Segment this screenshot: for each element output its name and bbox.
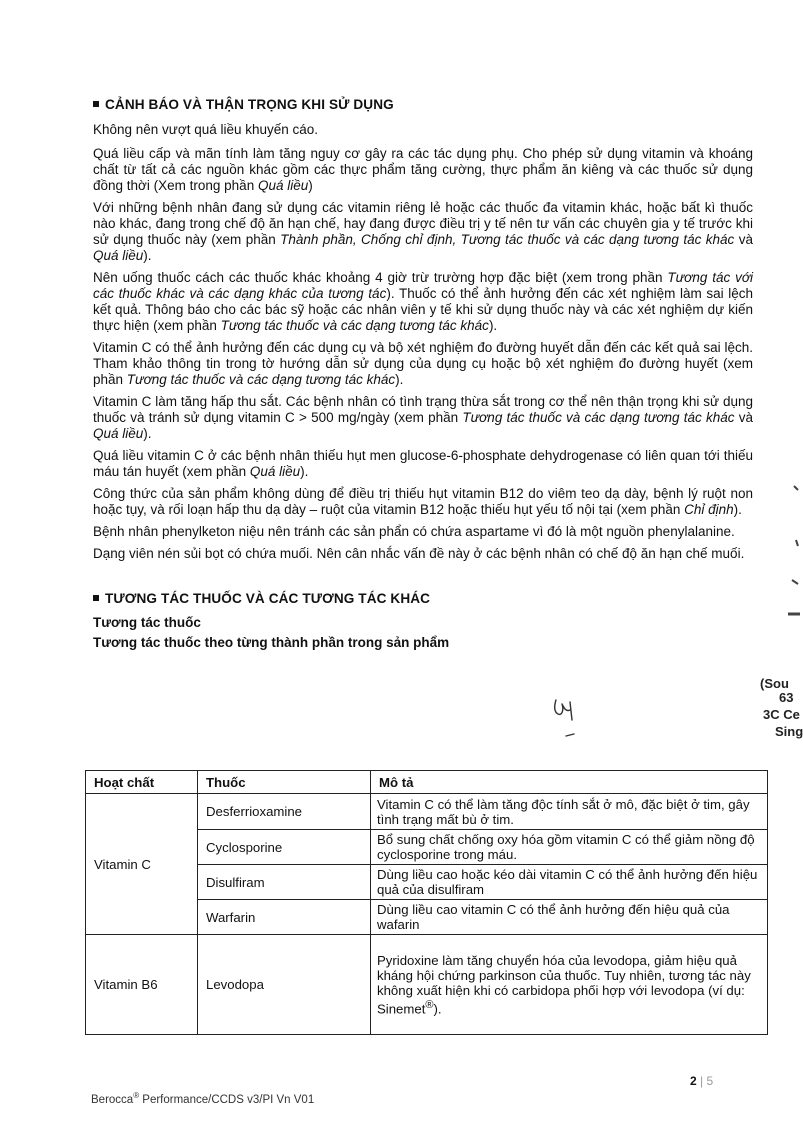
margin-stamp-text: Sing	[775, 724, 803, 739]
margin-scan-marks	[784, 480, 800, 620]
table-cell-active-ingredient: Vitamin C	[86, 794, 198, 935]
table-row	[86, 935, 768, 1035]
table-cell-drug: Desferrioxamine	[198, 794, 371, 830]
paragraph: Nên uống thuốc cách các thuốc khác khoảng 4 giờ trừ trường hợp đặc biệt (xem trong phần Tương tác với các thuốc khác và các dạng khác của tương tác). Thuốc có thể ảnh hưởng đến các xét nghiệm làm sai lệch kết quả. Thông báo cho các bác sỹ hoặc các nhân viên y tế khi sử dụng thuốc này và các xét nghiệm dự kiến thực hiện (xem phần Tương tác thuốc và các dạng tương tác khác).	[93, 270, 753, 333]
table-cell-description: Dùng liều cao vitamin C có thể ảnh hưởng đến hiệu quả của wafarin	[371, 900, 768, 935]
section-heading-interactions	[93, 590, 753, 608]
handwritten-initial-signature	[548, 694, 592, 740]
bullet-square-icon	[93, 595, 99, 601]
section-title-text: TƯƠNG TÁC THUỐC VÀ CÁC TƯƠNG TÁC KHÁC	[105, 591, 431, 606]
table-cell-description: Bổ sung chất chống oxy hóa gồm vitamin C có thể giảm nồng độ cyclosporine trong máu.	[371, 830, 768, 865]
paragraph: Quá liều vitamin C ở các bệnh nhân thiếu hụt men glucose-6-phosphate dehydrogenase có liên quan tới thiếu máu tán huyết (xem phần Quá liều).	[93, 448, 753, 479]
paragraph: Không nên vượt quá liều khuyến cáo.	[93, 122, 319, 137]
table-cell-drug: Warfarin	[198, 900, 371, 935]
main-content	[93, 96, 753, 652]
subheading: Tương tác thuốc	[93, 615, 201, 630]
table-header-row	[86, 771, 768, 794]
table-row	[86, 794, 768, 830]
margin-stamp-text: 63	[779, 690, 794, 705]
table-cell-drug: Disulfiram	[198, 865, 371, 900]
margin-stamp-text: 3C Ce	[763, 707, 800, 722]
paragraph: Quá liều cấp và mãn tính làm tăng nguy cơ gây ra các tác dụng phụ. Cho phép sử dụng vitamin và khoáng chất từ tất cả các nguồn khác gồm các thực phẩm tăng cường, thực phẩm ăn kiêng và các thuốc sử dụng đồng thời (Xem trong phần Quá liều)	[93, 146, 753, 193]
page-number: 2 | 5	[690, 1074, 714, 1088]
column-header: Thuốc	[198, 771, 371, 794]
table-cell-description: Pyridoxine làm tăng chuyển hóa của levodopa, giảm hiệu quả kháng hội chứng parkinson của thuốc. Tuy nhiên, tương tác này không xuất hiện khi có carbidopa phối hợp với levodopa (ví dụ: Sinemet®).	[371, 935, 768, 1035]
bullet-square-icon	[93, 101, 99, 107]
footer-document-id: Berocca® Performance/CCDS v3/PI Vn V01	[91, 1091, 315, 1106]
section-title-text: CẢNH BÁO VÀ THẬN TRỌNG KHI SỬ DỤNG	[105, 97, 394, 112]
paragraph: Công thức của sản phẩm không dùng để điều trị thiếu hụt vitamin B12 do viêm teo dạ dày, bệnh lý ruột non hoặc tụy, và rối loạn hấp thu dạ dày – ruột của vitamin B12 hoặc thiếu hụt yếu tố nội tại (xem phần Chỉ định).	[93, 486, 753, 517]
paragraph: Vitamin C làm tăng hấp thu sắt. Các bệnh nhân có tình trạng thừa sắt trong cơ thể nên thận trọng khi sử dụng thuốc và tránh sử dụng vitamin C > 500 mg/ngày (xem phần Tương tác thuốc và các dạng tương tác khác và Quá liều).	[93, 394, 753, 441]
table-cell-drug: Levodopa	[198, 935, 371, 1035]
paragraph: Vitamin C có thể ảnh hưởng đến các dụng cụ và bộ xét nghiệm đo đường huyết dẫn đến các kết quả sai lệch. Tham khảo thông tin trong tờ hướng dẫn sử dụng của dụng cụ hoặc bộ xét nghiệm đo đường huyết (xem phần Tương tác thuốc và các dạng tương tác khác).	[93, 340, 753, 387]
paragraph: Với những bệnh nhân đang sử dụng các vitamin riêng lẻ hoặc các thuốc đa vitamin khác, hoặc bất kì thuốc nào khác, đang trong chế độ ăn hạn chế, hay đang được điều trị y tế nên tư vấn các chuyên gia y tế trước khi sử dụng thuốc này (xem phần Thành phần, Chống chỉ định, Tương tác thuốc và các dạng tương tác khác và Quá liều).	[93, 200, 753, 263]
paragraph: Bệnh nhân phenylketon niệu nên tránh các sản phẩn có chứa aspartame vì đó là một nguồn phenylalanine.	[93, 524, 735, 539]
margin-stamp-text: (Sou	[760, 676, 789, 691]
column-header: Hoạt chất	[86, 771, 198, 794]
table-cell-description: Dùng liều cao hoặc kéo dài vitamin C có thể ảnh hưởng đến hiệu quả của disulfiram	[371, 865, 768, 900]
table-cell-description: Vitamin C có thể làm tăng độc tính sắt ở mô, đặc biệt ở tim, gây tình trạng mất bù ở tim.	[371, 794, 768, 830]
column-header: Mô tả	[371, 771, 768, 794]
section-heading-warnings	[93, 96, 753, 114]
subheading: Tương tác thuốc theo từng thành phần trong sản phẩm	[93, 635, 450, 650]
interaction-table	[85, 770, 768, 1035]
paragraph: Dạng viên nén sủi bọt có chứa muối. Nên cân nhắc vấn đề này ở các bệnh nhân có chế độ ăn hạn chế muối.	[93, 546, 745, 561]
table-cell-active-ingredient: Vitamin B6	[86, 935, 198, 1035]
table-cell-drug: Cyclosporine	[198, 830, 371, 865]
